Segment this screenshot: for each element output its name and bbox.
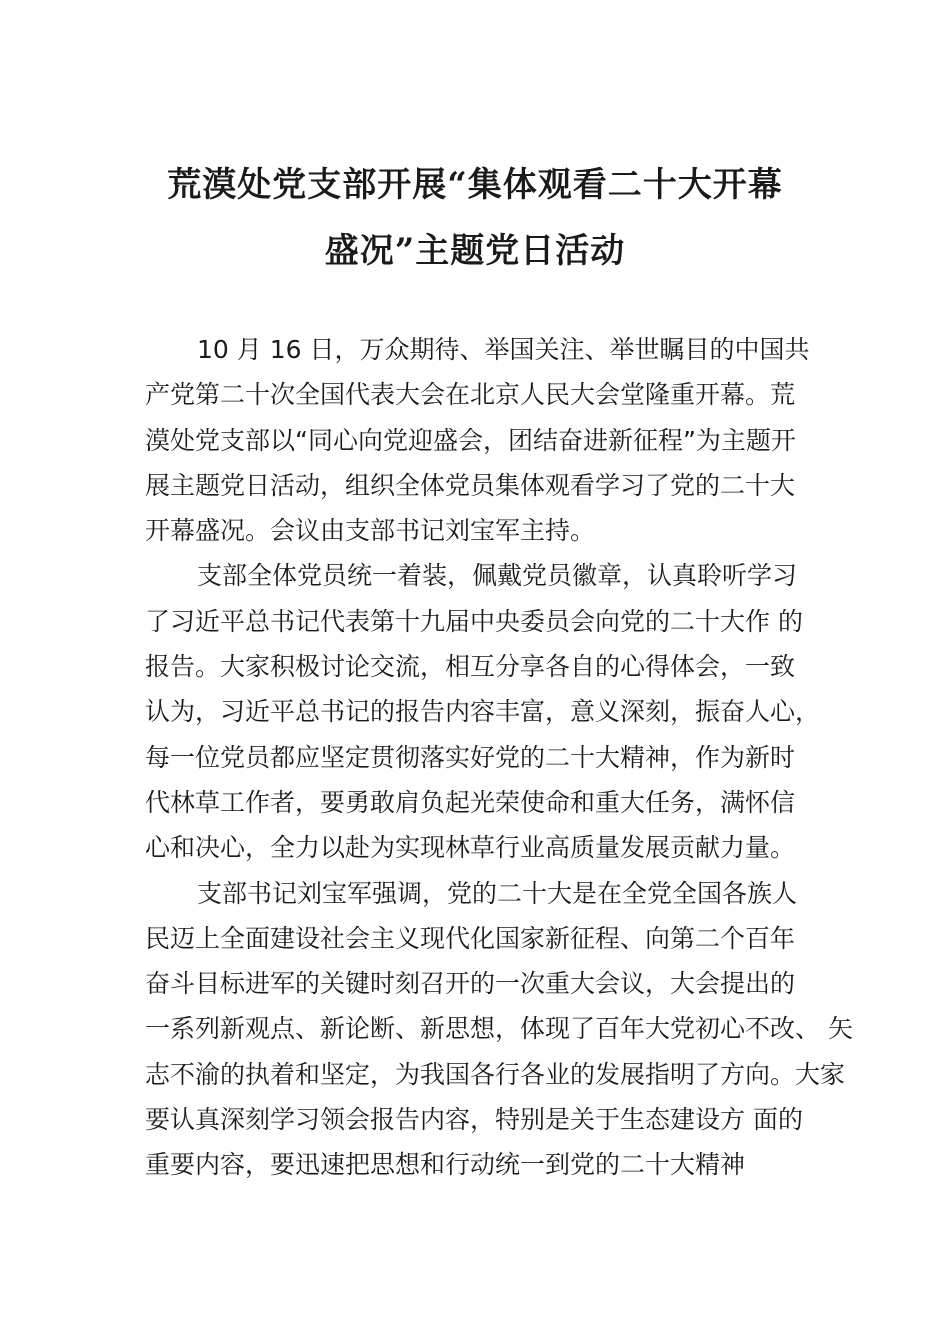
paragraph-line: 展主题党日活动，组织全体党员集体观看学习了党的二十大 <box>145 470 796 500</box>
paragraph-3 <box>145 871 853 1188</box>
paragraph-line: 支部全体党员统一着装，佩戴党员徽章，认真聆听学习 <box>197 561 798 591</box>
paragraph-line: 民迈上全面建设社会主义现代化国家新征程、向第二个百年 <box>145 923 796 953</box>
paragraph-line: 开幕盛况。会议由支部书记刘宝军主持。 <box>145 516 596 546</box>
paragraph-line: 要认真深刻学习领会报告内容，特别是关于生态建设方 面的 <box>145 1105 803 1135</box>
paragraph-line: 认为，习近平总书记的报告内容丰富，意义深刻，振奋人心， <box>145 697 821 727</box>
paragraph-line: 报告。大家积极讨论交流，相互分享各自的心得体会，一致 <box>145 652 796 682</box>
paragraph-line: 一系列新观点、新论断、新思想，体现了百年大党初心不改、 矢 <box>145 1014 853 1044</box>
paragraph-line: 10 月 16 日，万众期待、举国关注、举世瞩目的中国共 <box>197 335 810 364</box>
paragraph-line: 奋斗目标进军的关键时刻召开的一次重大会议，大会提出的 <box>145 969 796 999</box>
paragraph-line: 代林草工作者，要勇敢肩负起光荣使命和重大任务，满怀信 <box>145 787 796 817</box>
document-title-line-2: 盛况”主题党日活动 <box>324 231 626 271</box>
paragraph-1 <box>145 327 845 553</box>
paragraph-line: 心和决心，全力以赴为实现林草行业高质量发展贡献力量。 <box>145 833 796 863</box>
paragraph-line: 了习近平总书记代表第十九届中央委员会向党的二十大作 的 <box>145 606 803 636</box>
document-body <box>145 327 853 1188</box>
paragraph-line: 漠处党支部以“同心向党迎盛会，团结奋进新征程”为主题开 <box>145 425 796 455</box>
paragraph-line: 支部书记刘宝军强调，党的二十大是在全党全国各族人 <box>197 878 798 908</box>
paragraph-line: 产党第二十次全国代表大会在北京人民大会堂隆重开幕。荒 <box>145 380 796 410</box>
paragraph-line: 每一位党员都应坚定贯彻落实好党的二十大精神，作为新时 <box>145 742 796 772</box>
paragraph-line: 重要内容，要迅速把思想和行动统一到党的二十大精神 <box>145 1150 746 1180</box>
paragraph-2 <box>145 553 845 870</box>
document-title-line-1: 荒漠处党支部开展“集体观看二十大开幕 <box>167 165 783 205</box>
paragraph-line: 志不渝的执着和坚定，为我国各行各业的发展指明了方向。大家 <box>145 1059 846 1089</box>
